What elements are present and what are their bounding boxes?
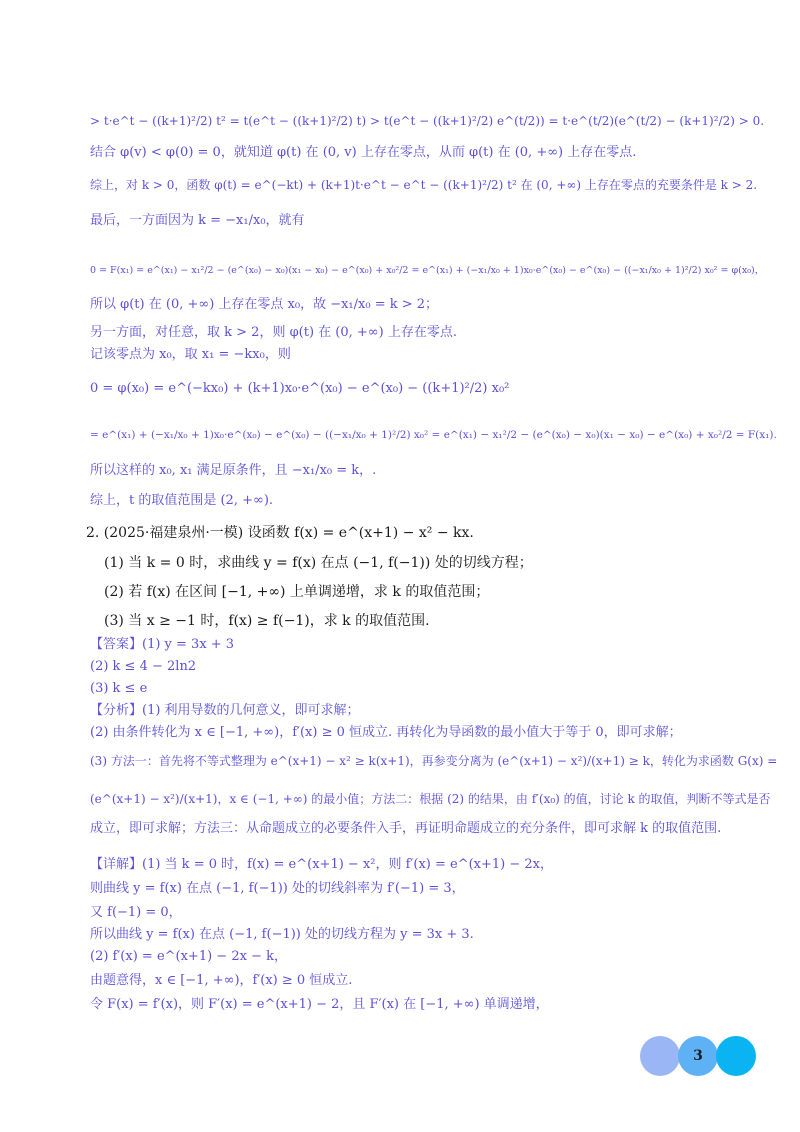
solution-line: = e^(x₁) + (−x₁/x₀ + 1)x₀·e^(x₀) − e^(x₀) − ((−x₁/x₀ + 1)²/2) x₀² = e^(x₁) − x₁²/2 − (e^(x₀) − x₀)(x₁ − x₀) − e^(x₀) + x₀²/2 = F(x₁). [90, 429, 777, 441]
solution-line: 结合 φ(v) < φ(0) = 0，就知道 φ(t) 在 (0, v) 上存在零点，从而 φ(t) 在 (0, +∞) 上存在零点. [90, 145, 637, 160]
detail-line: (2) f′(x) = e^(x+1) − 2x − k， [90, 949, 287, 964]
solution-line: 0 = φ(x₀) = e^(−kx₀) + (k+1)x₀·e^(x₀) − e^(x₀) − ((k+1)²/2) x₀² [90, 381, 510, 396]
answer-line: (2) k ≤ 4 − 2ln2 [90, 659, 197, 674]
analysis-line: 成立，即可求解；方法三：从命题成立的必要条件入手，再证明命题成立的充分条件，即可求解 k 的取值范围. [90, 821, 722, 836]
answer-line: (3) k ≤ e [90, 681, 148, 696]
analysis-line: (e^(x+1) − x²)/(x+1)，x ∈ (−1, +∞) 的最小值；方法二：根据 (2) 的结果，由 f′(x₀) 的值，讨论 k 的取值，判断不等式是否 [90, 792, 771, 806]
solution-line: 所以 φ(t) 在 (0, +∞) 上存在零点 x₀，故 −x₁/x₀ = k > 2； [90, 297, 439, 312]
decor-circle [716, 1036, 756, 1076]
detail-line: 又 f(−1) = 0， [90, 905, 182, 920]
analysis-line: (3) 方法一：首先将不等式整理为 e^(x+1) − x² ≥ k(x+1)，再参变分离为 (e^(x+1) − x²)/(x+1) ≥ k，转化为求函数 G(x) = [90, 754, 778, 768]
detail-heading: 【详解】(1) 当 k = 0 时，f(x) = e^(x+1) − x²，则 f′(x) = e^(x+1) − 2x， [90, 857, 553, 872]
detail-line: 所以曲线 y = f(x) 在点 (−1, f(−1)) 处的切线方程为 y = 3x + 3. [90, 927, 474, 942]
solution-line: 综上，t 的取值范围是 (2, +∞). [90, 493, 274, 508]
solution-line: 另一方面，对任意，取 k > 2，则 φ(t) 在 (0, +∞) 上存在零点. [90, 325, 457, 340]
answer-heading: 【答案】(1) y = 3x + 3 [90, 637, 235, 652]
detail-line: 则曲线 y = f(x) 在点 (−1, f(−1)) 处的切线斜率为 f′(−1) = 3， [90, 881, 465, 896]
solution-line: 最后，一方面因为 k = −x₁/x₀，就有 [90, 213, 305, 228]
detail-line: 由题意得，x ∈ [−1, +∞)，f′(x) ≥ 0 恒成立. [90, 973, 353, 988]
solution-line: 综上，对 k > 0，函数 φ(t) = e^(−kt) + (k+1)t·e^t − e^t − ((k+1)²/2) t² 在 (0, +∞) 上存在零点的充要条件是 k > 2. [90, 178, 758, 192]
solution-line: 记该零点为 x₀，取 x₁ = −kx₀，则 [90, 347, 291, 362]
page-footer [640, 1036, 760, 1076]
question-part-3: (3) 当 x ≥ −1 时，f(x) ≥ f(−1)，求 k 的取值范围. [104, 613, 430, 629]
solution-line: 0 = F(x₁) = e^(x₁) − x₁²/2 − (e^(x₀) − x₀)(x₁ − x₀) − e^(x₀) + x₀²/2 = e^(x₁) + (−x₁/x₀ + 1)x₀·e^(x₀) − e^(x₀) − ((−x₁/x₀ + 1)²/2) x₀² = φ(x₀)， [90, 265, 765, 276]
decor-circle [640, 1036, 680, 1076]
question-part-2: (2) 若 f(x) 在区间 [−1, +∞) 上单调递增，求 k 的取值范围； [104, 584, 490, 600]
detail-line: 令 F(x) = f′(x)，则 F′(x) = e^(x+1) − 2，且 F′(x) 在 [−1, +∞) 单调递增， [90, 997, 549, 1012]
solution-line: > t·e^t − ((k+1)²/2) t² = t(e^t − ((k+1)²/2) t) > t(e^t − ((k+1)²/2) e^(t/2)) = t·e^(t/2)(e^(t/2) − (k+1)²/2) > 0. [90, 114, 765, 128]
analysis-heading: 【分析】(1) 利用导数的几何意义，即可求解； [90, 703, 360, 718]
solution-line: 所以这样的 x₀, x₁ 满足原条件，且 −x₁/x₀ = k，. [90, 463, 377, 478]
question-stem: 2. (2025·福建泉州·一模) 设函数 f(x) = e^(x+1) − x² − kx. [86, 525, 474, 541]
analysis-line: (2) 由条件转化为 x ∈ [−1, +∞)，f′(x) ≥ 0 恒成立. 再转化为导函数的最小值大于等于 0，即可求解； [90, 725, 682, 740]
question-part-1: (1) 当 k = 0 时，求曲线 y = f(x) 在点 (−1, f(−1)) 处的切线方程； [104, 555, 533, 571]
page-number: 3 [693, 1048, 703, 1064]
